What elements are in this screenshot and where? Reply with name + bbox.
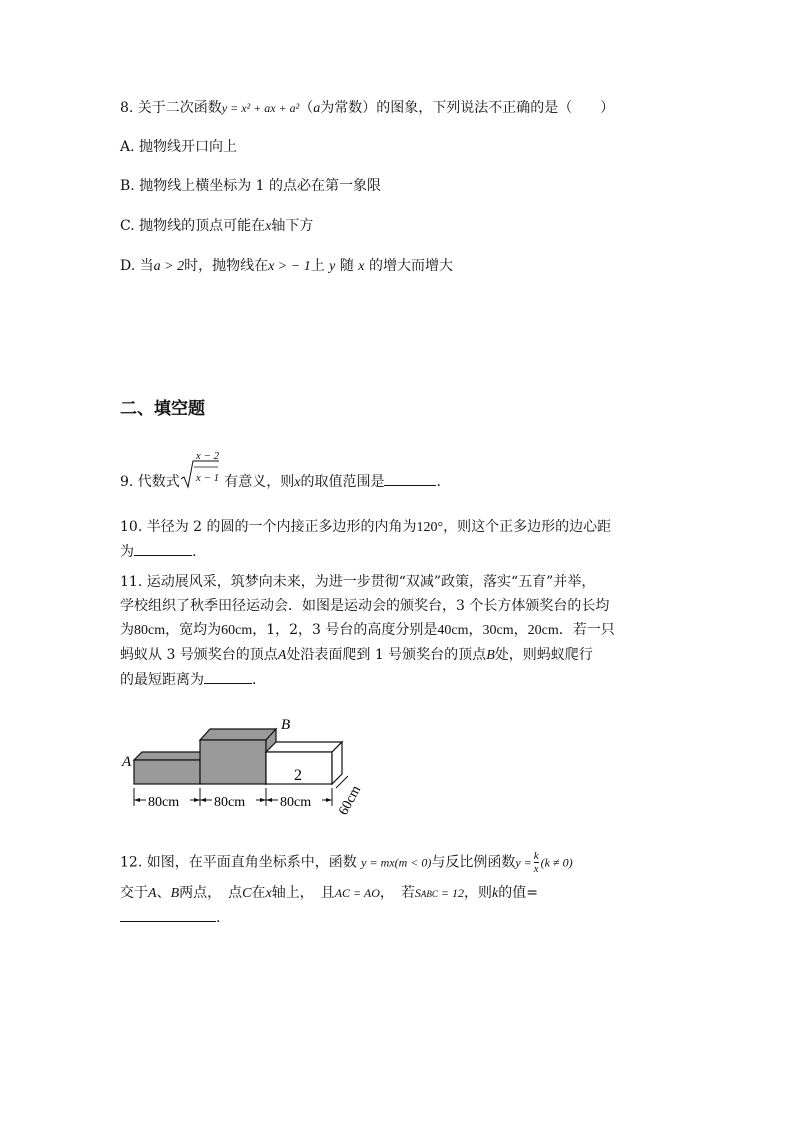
q12-k: k (492, 886, 499, 901)
q8-optd-y: y (329, 259, 336, 274)
q8-optd-x: x (358, 259, 365, 274)
q12-f2-cond: (k ≠ 0) (540, 855, 573, 870)
q12-f2-x: x (533, 863, 539, 875)
q12-area-sub: ABC (420, 889, 438, 899)
q11-line4 (120, 643, 680, 668)
q8-var-a: a (313, 101, 321, 116)
q8-optc-a: C. 抛物线的顶点可能在 (120, 218, 266, 234)
q12-line2 (120, 884, 538, 903)
q8-optd-b: 时，抛物线在 (184, 258, 269, 274)
q11-length: 80cm (134, 623, 166, 638)
q9-suffix: 的取值范围是 (300, 474, 385, 490)
q8-optd-d: 随 (339, 258, 354, 274)
podium-2-top (266, 742, 342, 752)
podium-3-top (134, 752, 208, 760)
q11-line5 (120, 668, 680, 692)
q12-fraction (534, 850, 539, 875)
q11-line3: 为80cm，宽均为60cm，1，2，3 号台的高度分别是40cm，30cm，20cm．若一只 (120, 622, 615, 638)
q11-line1: 11. 运动展风采，筑梦向未来，为进一步贯彻“双减”政策，落实“五育”并举， (120, 574, 596, 590)
q8-optc-x: x (265, 219, 272, 234)
q12-a: 12. 如图，在平面直角坐标系中，函数 (120, 854, 357, 871)
q9-numerator: x − 2 (195, 450, 220, 462)
q12-sep: 、 (156, 885, 171, 901)
q11 (120, 570, 680, 692)
podium-figure (118, 712, 378, 822)
figure-label-a: A (122, 754, 132, 770)
q12-answer-blank[interactable] (120, 907, 216, 922)
q11-l4b: 处沿表面爬到 1 号颁奖台的顶点 (286, 647, 487, 663)
q11-point-a: A (277, 648, 287, 663)
q12-f: 轴上， 且 (271, 885, 335, 901)
section-title: 二、填空题 (120, 399, 205, 419)
q11-line2: 学校组织了秋季田径运动会．如图是运动会的颁奖台，3 个长方体颁奖台的长均 (120, 598, 610, 614)
q12-h: ，则 (464, 885, 493, 901)
q9-answer-blank[interactable] (384, 471, 436, 486)
q11-width: 60cm (221, 623, 253, 638)
q9-var: x (294, 475, 301, 490)
q12-i: 的值= (498, 885, 538, 901)
q10-text: 10. 半径为 2 的圆的一个内接正多边形的内角为 (120, 519, 417, 535)
q12-point-a: A (148, 886, 157, 901)
q12-point-b: B (170, 886, 180, 901)
q11-l4c: 处，则蚂蚁爬行 (494, 647, 593, 663)
q12-cond: AC = AO (334, 886, 380, 900)
q8-function: y = x² + ax + a² (221, 101, 300, 115)
podium-3-front (134, 760, 200, 784)
q11-l3b: ，宽均为 (165, 622, 222, 638)
q8-option-c (120, 217, 313, 236)
q8-optd-cond2: x > − 1 (268, 259, 311, 274)
q12-point-c: C (242, 886, 252, 901)
q9 (120, 450, 441, 492)
q11-point-b: B (486, 648, 495, 663)
q11-h2: 30cm (482, 623, 514, 638)
q8-optc-b: 轴下方 (271, 218, 314, 234)
q12-d: 两点， 点 (179, 885, 243, 901)
q11-h1: 40cm (437, 623, 469, 638)
q8-stem (120, 99, 614, 118)
q11-end: . (252, 672, 257, 688)
q10-text3: 为 (120, 544, 134, 560)
q12-f2-k: k (533, 850, 539, 862)
q12-line3 (120, 907, 220, 927)
q8-optd-cond: a > 2 (153, 259, 185, 274)
q9-denominator: x − 1 (195, 472, 220, 484)
q8-optd-c: 上 (310, 258, 325, 274)
q10-end: . (192, 544, 197, 560)
q12-g: ， 若 (379, 885, 415, 901)
q11-answer-blank[interactable] (204, 669, 252, 684)
dim-80cm-3: 80cm (280, 795, 312, 810)
q11-h3: 20cm (527, 623, 559, 638)
q12-area: S (414, 886, 421, 900)
q10-answer-blank[interactable] (134, 541, 192, 556)
dim-60cm: 60cm (336, 783, 365, 818)
podium-1-top (200, 729, 276, 740)
q12-f2-y: y = (515, 855, 532, 870)
q12-area-val: = 12 (437, 886, 465, 900)
podium-1-front (200, 740, 266, 784)
q12-b: 与反比例函数 (431, 854, 516, 871)
figure-label-b: B (281, 717, 291, 733)
q8-paren: （ (299, 100, 314, 116)
q9-prefix: 9. 代数式 (120, 474, 180, 490)
q11-l4a: 蚂蚁从 3 号颁奖台的顶点 (120, 647, 278, 663)
q8-option-b: B. 抛物线上横坐标为 1 的点必在第一象限 (120, 178, 381, 194)
q10-angle: 120° (416, 520, 444, 535)
q12-line1 (120, 850, 573, 875)
q9-end: . (436, 474, 441, 490)
dim-80cm-2: 80cm (214, 795, 246, 810)
q8-option-d (120, 257, 453, 276)
q9-radical (180, 450, 220, 491)
q8-option-a: A. 抛物线开口向上 (120, 139, 238, 155)
q12-end: . (216, 910, 221, 926)
q9-mid: 有意义，则 (224, 474, 295, 490)
q11-l5: 的最短距离为 (120, 672, 204, 688)
figure-label-2: 2 (294, 767, 302, 784)
q11-l3d: ．若一只 (558, 622, 615, 638)
q12-f1: y = mx(m < 0) (361, 855, 432, 870)
q11-l3c: ，1，2，3 号台的高度分别是 (252, 622, 438, 638)
q8-optd-a: D. 当 (120, 258, 154, 274)
q8-stem-b: 为常数）的图象，下列说法不正确的是（ ） (320, 100, 615, 116)
q10-text2: ，则这个正多边形的边心距 (443, 519, 612, 535)
q8-stem-a: 8. 关于二次函数 (120, 100, 222, 116)
q12-c: 交于 (120, 885, 148, 901)
q10 (120, 515, 680, 564)
q11-l3a: 为 (120, 622, 134, 638)
q8-optd-e: 的增大而增大 (368, 258, 453, 274)
q12-e: 在 (251, 885, 266, 901)
q12-x: x (265, 886, 272, 901)
dim-80cm-1: 80cm (148, 795, 180, 810)
